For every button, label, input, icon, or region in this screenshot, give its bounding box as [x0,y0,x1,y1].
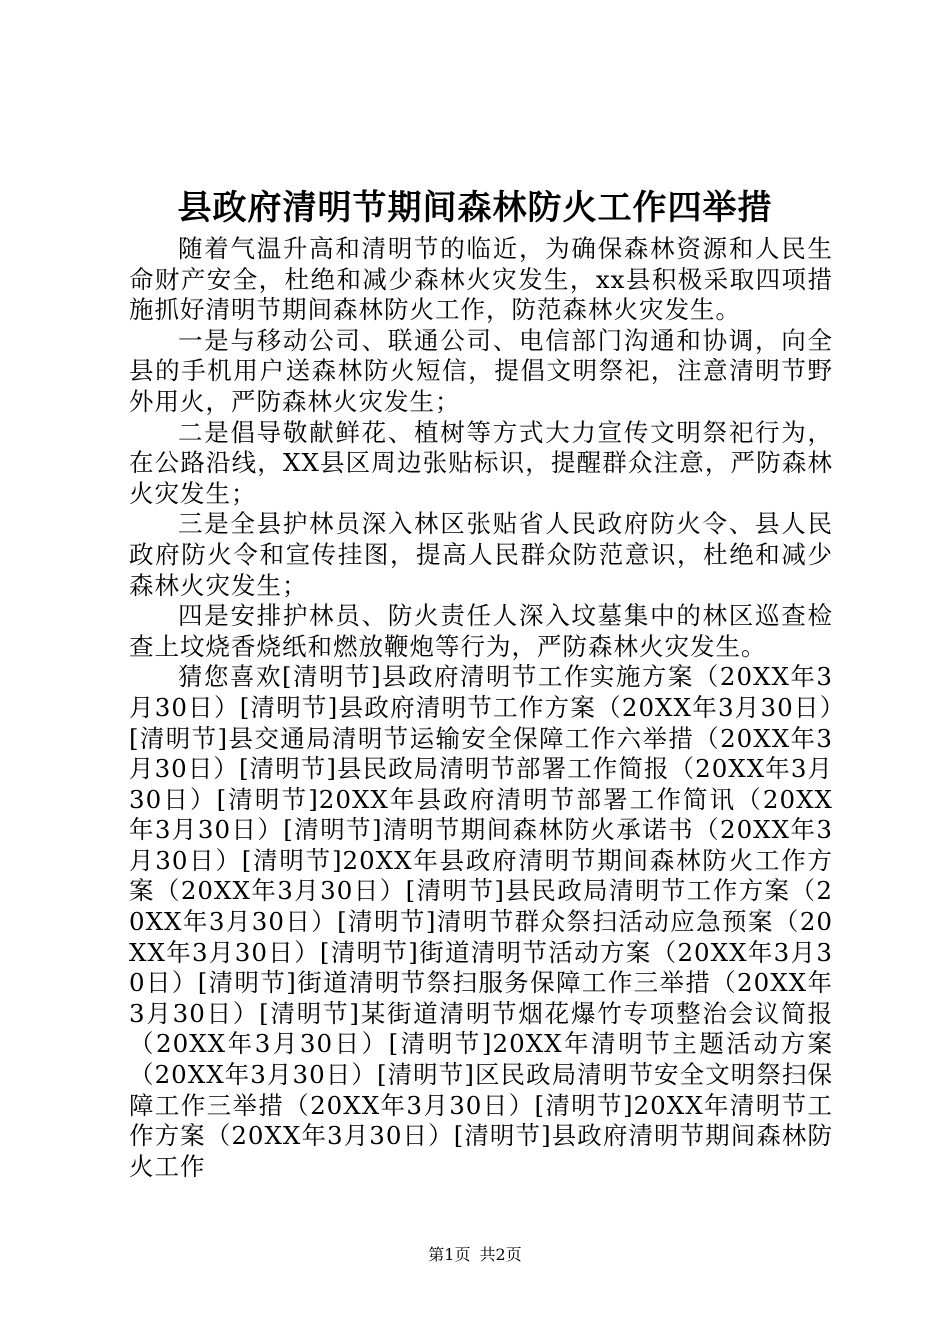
document-body [129,234,833,1182]
paragraph-intro: 随着气温升高和清明节的临近，为确保森林资源和人民生命财产安全，杜绝和减少森林火灾发生，xx县积极采取四项措施抓好清明节期间森林防火工作，防范森林火灾发生。 [129,234,833,325]
paragraph-measure-4: 四是安排护林员、防火责任人深入坟墓集中的林区巡查检查上坟烧香烧纸和燃放鞭炮等行为，严防森林火灾发生。 [129,601,833,661]
paragraph-measure-3: 三是全县护林员深入林区张贴省人民政府防火令、县人民政府防火令和宣传挂图，提高人民群众防范意识，杜绝和减少森林火灾发生； [129,509,833,600]
page-number: 第1页 [428,1245,471,1264]
document-title: 县政府清明节期间森林防火工作四举措 [177,188,773,228]
paragraph-measure-2: 二是倡导敬献鲜花、植树等方式大力宣传文明祭祀行为，在公路沿线，XX县区周边张贴标识，提醒群众注意，严防森林火灾发生； [129,417,833,508]
paragraph-measure-1: 一是与移动公司、联通公司、电信部门沟通和协调，向全县的手机用户送森林防火短信，提倡文明祭祀，注意清明节野外用火，严防森林火灾发生； [129,325,833,416]
page-footer [0,1244,950,1266]
page-total: 共2页 [479,1245,522,1264]
paragraph-related-articles: 猜您喜欢[清明节]县政府清明节工作实施方案（20XX年3月30日）[清明节]县政府清明节工作方案（20XX年3月30日）[清明节]县交通局清明节运输安全保障工作六举措（20XX年3月30日）[清明节]县民政局清明节部署工作简报（20XX年3月30日）[清明节]20XX年县政府清明节部署工作简讯（20XX年3月30日）[清明节]清明节期间森林防火承诺书（20XX年3月30日）[清明节]20XX年县政府清明节期间森林防火工作方案（20XX年3月30日）[清明节]县民政局清明节工作方案（20XX年3月30日）[清明节]清明节群众祭扫活动应急预案（20XX年3月30日）[清明节]街道清明节活动方案（20XX年3月30日）[清明节]街道清明节祭扫服务保障工作三举措（20XX年3月30日）[清明节]某街道清明节烟花爆竹专项整治会议简报（20XX年3月30日）[清明节]20XX年清明节主题活动方案（20XX年3月30日）[清明节]区民政局清明节安全文明祭扫保障工作三举措（20XX年3月30日）[清明节]20XX年清明节工作方案（20XX年3月30日）[清明节]县政府清明节期间森林防火工作 [129,662,833,1181]
